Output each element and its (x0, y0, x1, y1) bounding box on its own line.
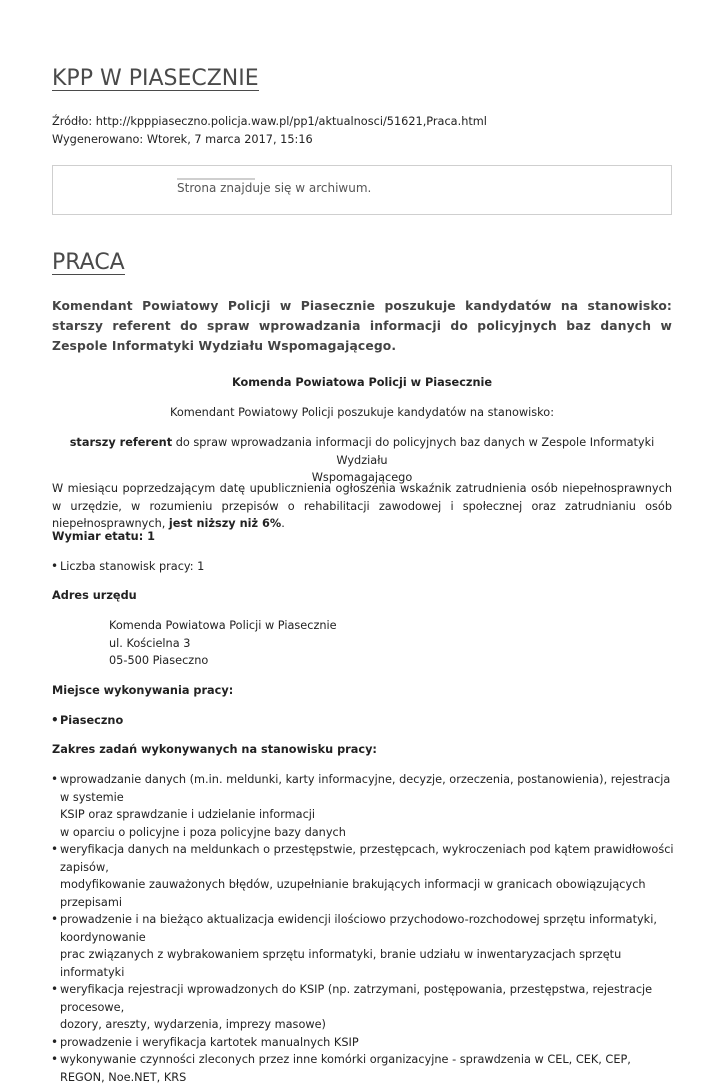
duty-line: dozory, areszty, wydarzenia, imprezy masowe) (60, 1018, 326, 1031)
duty-line: • weryfikacja rejestracji wprowadzonych do KSIP (np. zatrzymani, postępowania, przestępstwa, rejestracje procesowe, (60, 983, 653, 1014)
duty-line: prac związanych z wybrakowaniem sprzętu informatyki, branie udziału w inwentaryzacjach sprzętu informatyki (60, 948, 622, 979)
position-title (52, 434, 672, 487)
duty-line: KSIP oraz sprawdzanie i udzielanie informacji (60, 808, 316, 821)
duties-label: Zakres zadań wykonywanych na stanowisku pracy: (52, 743, 377, 756)
address-block (109, 617, 337, 670)
duty-line: • wykonywanie czynności zleconych przez inne komórki organizacyjne - sprawdzenia w CEL, CEK, CEP, REGON, Noe.NET, KRS (60, 1053, 631, 1084)
list-item (52, 1034, 677, 1052)
workplace-label: Miejsce wykonywania pracy: (52, 684, 234, 697)
duty-line: • wprowadzanie danych (m.in. meldunki, karty informacyjne, decyzje, orzeczenia, postanowienia), rejestracja w systemie (60, 773, 671, 804)
intro-text: Komendant Powiatowy Policji poszukuje kandydatów na stanowisko: (169, 406, 555, 419)
duty-line: w oparciu o policyjne i poza policyjne bazy danych (60, 825, 346, 839)
source-url: Źródło: http://kpppiaseczno.policja.waw.pl/pp1/aktualnosci/51621,Praca.html (52, 115, 487, 128)
list-item (52, 911, 677, 981)
employment-rate-bold: jest niższy niż 6% (168, 517, 282, 530)
address-line: Komenda Powiatowa Policji w Piasecznie (109, 619, 337, 632)
site-title: KPP W PIASECZNIE (52, 66, 259, 91)
duty-line: • prowadzenie i na bieżąco aktualizacja ewidencji ilościowo przychodowo-rozchodowej sprzętu informatyki, koordynowanie (60, 913, 657, 944)
archive-notice: Strona znajduje się w archiwum. (177, 181, 372, 195)
list-item (52, 1051, 677, 1086)
address-line: 05-500 Piaseczno (109, 654, 209, 667)
duties-list (52, 771, 677, 1086)
duty-line: • weryfikacja danych na meldunkach o przestępstwie, przestępcach, wykroczeniach pod kątem prawidłowości zapisów, (60, 843, 674, 874)
duty-line: • prowadzenie i weryfikacja kartotek manualnych KSIP (60, 1035, 359, 1049)
institution-heading: Komenda Powiatowa Policji w Piasecznie (231, 376, 493, 389)
lead-paragraph: Komendant Powiatowy Policji w Piasecznie poszukuje kandydatów na stanowisko: starszy referent do spraw wprowadzania informacji do policyjnych baz danych w Zespole Informatyki Wydziału Wspomagającego. (52, 299, 672, 353)
employment-rate-paragraph (52, 480, 672, 533)
list-item (52, 841, 677, 911)
list-item: • Piaseczno (52, 712, 677, 730)
list-item: • Liczba stanowisk pracy: 1 (52, 558, 677, 576)
position-rest: do spraw wprowadzania informacji do policyjnych baz danych w Zespole Informatyki Wydziału (172, 436, 655, 467)
employment-rate-text: W miesiącu poprzedzającym datę upublicznienia ogłoszenia wskaźnik zatrudnienia osób niepełnosprawnych w urzędzie, w rozumieniu przepisów o rehabilitacji zawodowej i społecznej oraz zatrudnianiu osób niepełnosprawnych, (52, 482, 672, 530)
duty-line: modyfikowanie zauważonych błędów, uzupełnianie brakujących informacji w granicach obowiązujących przepisami (60, 878, 646, 909)
address-label: Adres urzędu (52, 589, 137, 602)
position-bold: starszy referent (69, 436, 173, 449)
page-title: PRACA (52, 250, 125, 275)
generated-date: Wygenerowano: Wtorek, 7 marca 2017, 15:16 (52, 132, 313, 146)
workplace-list (52, 712, 677, 730)
position-rest-2: Wspomagającego (311, 471, 413, 484)
list-item (52, 771, 677, 841)
address-line: ul. Kościelna 3 (109, 636, 191, 650)
fte-label: Wymiar etatu: 1 (52, 530, 156, 543)
document-meta (52, 113, 692, 148)
employment-rate-end: . (281, 517, 285, 530)
archive-notice-box (52, 165, 672, 215)
list-item (52, 981, 677, 1034)
positions-count-list (52, 558, 677, 576)
